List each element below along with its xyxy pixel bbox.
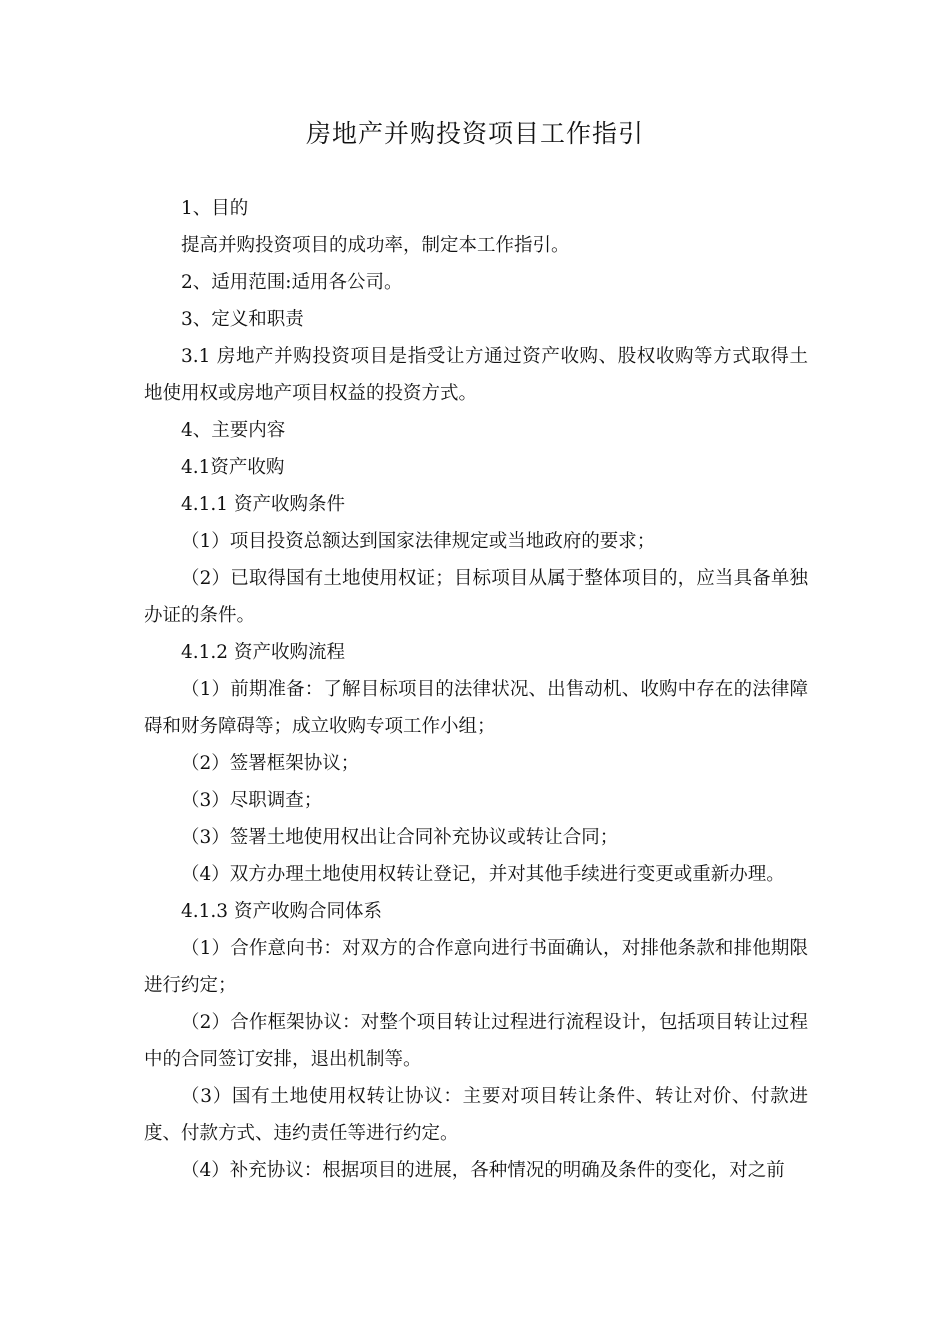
section-heading: 1、目的 — [181, 198, 249, 219]
section-heading: 4、主要内容 — [181, 420, 286, 441]
section-heading: 2、适用范围:适用各公司。 — [181, 272, 403, 293]
subsection-heading: 4.1.2 资产收购流程 — [181, 642, 345, 663]
paragraph: 3.1 房地产并购投资项目是指受让方通过资产收购、股权收购等方式取得土地使用权或房地产项目权益的投资方式。 — [144, 346, 808, 404]
list-item: （2）合作框架协议：对整个项目转让过程进行流程设计，包括项目转让过程中的合同签订安排，退出机制等。 — [144, 1012, 808, 1070]
list-item: （3）国有土地使用权转让协议：主要对项目转让条件、转让对价、付款进度、付款方式、违约责任等进行约定。 — [144, 1086, 808, 1144]
list-item: （2）签署框架协议； — [181, 753, 360, 774]
section-heading: 3、定义和职责 — [181, 309, 304, 330]
list-item: （4）补充协议：根据项目的进展，各种情况的明确及条件的变化，对之前 — [181, 1160, 785, 1181]
list-item: （1）合作意向书：对双方的合作意向进行书面确认，对排他条款和排他期限进行约定； — [144, 938, 808, 996]
list-item: （1）项目投资总额达到国家法律规定或当地政府的要求； — [181, 531, 656, 552]
subsection-heading: 4.1资产收购 — [181, 457, 285, 478]
subsection-heading: 4.1.1 资产收购条件 — [181, 494, 345, 515]
list-item: （4）双方办理土地使用权转让登记，并对其他手续进行变更或重新办理。 — [181, 864, 785, 885]
document-title: 房地产并购投资项目工作指引 — [305, 119, 644, 148]
list-item: （3）签署土地使用权出让合同补充协议或转让合同； — [181, 827, 619, 848]
subsection-heading: 4.1.3 资产收购合同体系 — [181, 901, 382, 922]
document-body — [144, 190, 808, 1189]
list-item: （2）已取得国有土地使用权证；目标项目从属于整体项目的，应当具备单独办证的条件。 — [144, 568, 808, 626]
list-item: （3）尽职调查； — [181, 790, 323, 811]
list-item: （1）前期准备：了解目标项目的法律状况、出售动机、收购中存在的法律障碍和财务障碍等；成立收购专项工作小组； — [144, 679, 808, 737]
paragraph: 提高并购投资项目的成功率，制定本工作指引。 — [181, 235, 570, 256]
